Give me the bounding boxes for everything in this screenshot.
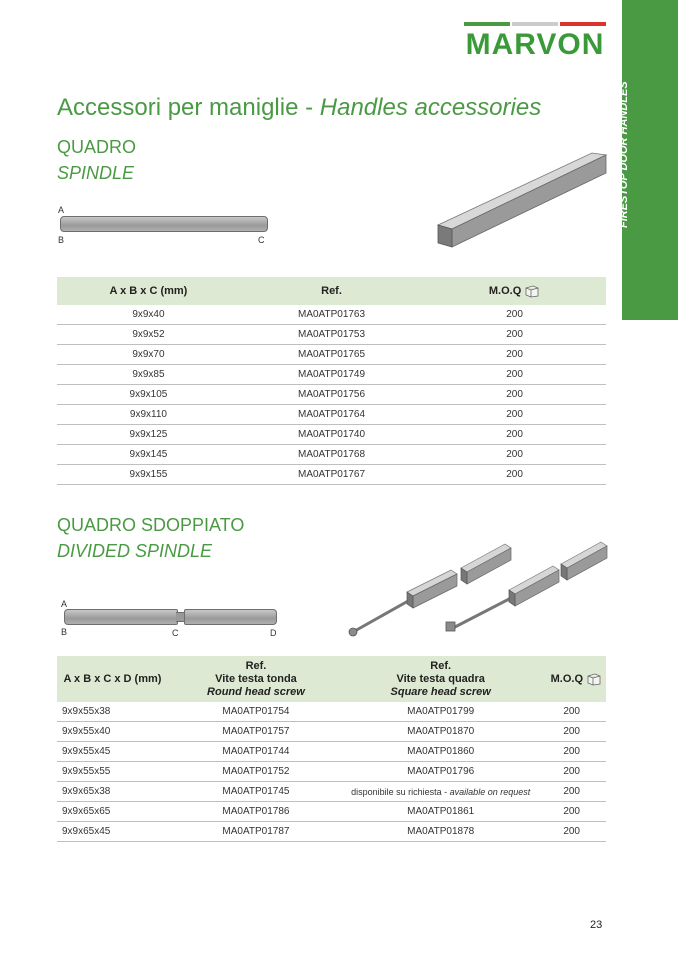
page-number: 23 <box>590 919 603 931</box>
box-icon <box>524 284 540 298</box>
col-moq <box>537 656 606 702</box>
cell-moq: 200 <box>537 722 606 742</box>
cell-dims: 9x9x55x45 <box>57 742 168 762</box>
col-moq <box>423 277 606 305</box>
col-moq-label: M.O.Q <box>550 672 583 685</box>
spindle-label-b: B <box>58 235 65 245</box>
table-row <box>57 305 606 325</box>
cell-moq: 200 <box>423 325 606 345</box>
divided-spindle-joint <box>176 612 184 622</box>
cell-ref: MA0ATP01768 <box>240 445 423 465</box>
table-row <box>57 822 606 842</box>
section1-title-it: QUADRO <box>57 137 137 157</box>
table-row <box>57 782 606 802</box>
table-row <box>57 722 606 742</box>
table-row <box>57 405 606 425</box>
cell-ref-square <box>344 782 537 802</box>
side-tab <box>603 0 678 320</box>
cell-ref-round: MA0ATP01752 <box>168 762 344 782</box>
page-title-it: Accessori per maniglie - <box>57 94 320 121</box>
section2-title-en: DIVIDED SPINDLE <box>57 541 213 561</box>
col-ref-square <box>344 656 537 702</box>
cell-moq: 200 <box>537 822 606 842</box>
cell-ref: MA0ATP01767 <box>240 465 423 485</box>
cell-dims: 9x9x145 <box>57 445 240 465</box>
cell-ref-square: MA0ATP01870 <box>344 722 537 742</box>
cell-dims: 9x9x85 <box>57 365 240 385</box>
table-row <box>57 325 606 345</box>
cell-dims: 9x9x110 <box>57 405 240 425</box>
cell-dims: 9x9x70 <box>57 345 240 365</box>
cell-moq: 200 <box>537 802 606 822</box>
brand-logo <box>462 22 608 62</box>
table-row <box>57 762 606 782</box>
cell-ref-square: MA0ATP01796 <box>344 762 537 782</box>
table-row <box>57 385 606 405</box>
cell-moq: 200 <box>537 762 606 782</box>
cell-ref-round: MA0ATP01757 <box>168 722 344 742</box>
cell-dims: 9x9x155 <box>57 465 240 485</box>
cell-dims: 9x9x105 <box>57 385 240 405</box>
col-dims: A x B x C x D (mm) <box>57 656 168 702</box>
cell-moq: 200 <box>423 425 606 445</box>
table-row <box>57 425 606 445</box>
cell-ref-round: MA0ATP01787 <box>168 822 344 842</box>
cell-dims: 9x9x52 <box>57 325 240 345</box>
spindle-diagram <box>60 216 268 232</box>
cell-dims: 9x9x55x55 <box>57 762 168 782</box>
table-row <box>57 345 606 365</box>
col-dims: A x B x C (mm) <box>57 277 240 305</box>
cell-moq: 200 <box>423 345 606 365</box>
box-icon <box>586 672 602 686</box>
col-ref-round-3: Round head screw <box>207 685 305 698</box>
cell-moq: 200 <box>537 742 606 762</box>
divided-spindle-image <box>345 530 615 645</box>
table-row <box>57 702 606 722</box>
cell-ref-square: MA0ATP01860 <box>344 742 537 762</box>
table-row <box>57 802 606 822</box>
available-on-request-it: disponibile su richiesta - <box>351 786 450 797</box>
cell-ref-round: MA0ATP01745 <box>168 782 344 802</box>
spindle-label-c: C <box>258 235 265 245</box>
col-ref: Ref. <box>240 277 423 305</box>
cell-ref: MA0ATP01764 <box>240 405 423 425</box>
table-header-row <box>57 656 606 702</box>
cell-ref-square: MA0ATP01878 <box>344 822 537 842</box>
table-header-row <box>57 277 606 305</box>
divided-spindle-table <box>57 656 606 842</box>
col-ref-round-1: Ref. <box>245 659 267 672</box>
col-ref-square-2: Vite testa quadra <box>396 672 485 685</box>
col-ref-square-1: Ref. <box>430 659 452 672</box>
table-row <box>57 445 606 465</box>
divided-label-c: C <box>172 628 179 638</box>
divided-spindle-part2 <box>184 609 277 625</box>
spindle-image <box>430 145 610 250</box>
logo-stripe-green <box>464 22 510 26</box>
cell-dims: 9x9x40 <box>57 305 240 325</box>
available-on-request-en: available on request <box>449 786 531 797</box>
cell-moq: 200 <box>423 305 606 325</box>
cell-dims: 9x9x55x38 <box>57 702 168 722</box>
page-title <box>57 94 541 122</box>
cell-ref: MA0ATP01756 <box>240 385 423 405</box>
cell-dims: 9x9x65x65 <box>57 802 168 822</box>
cell-dims: 9x9x65x45 <box>57 822 168 842</box>
cell-ref: MA0ATP01765 <box>240 345 423 365</box>
cell-dims: 9x9x65x38 <box>57 782 168 802</box>
side-tab-line1: MANIGLIE TAGLIAFUOCO <box>603 91 615 228</box>
section1-title-en: SPINDLE <box>57 163 135 183</box>
col-ref-round-2: Vite testa tonda <box>215 672 297 685</box>
cell-ref-square: MA0ATP01861 <box>344 802 537 822</box>
logo-text: MARVON <box>465 28 605 61</box>
cell-moq: 200 <box>423 365 606 385</box>
spindle-label-a: A <box>58 205 65 215</box>
cell-ref-round: MA0ATP01744 <box>168 742 344 762</box>
side-tab-line2: FIRESTOP DOOR HANDLES <box>618 81 630 228</box>
divided-spindle-part1 <box>64 609 178 625</box>
col-ref-round <box>168 656 344 702</box>
divided-label-d: D <box>270 628 277 638</box>
cell-moq: 200 <box>423 465 606 485</box>
cell-ref: MA0ATP01753 <box>240 325 423 345</box>
section2-title-it: QUADRO SDOPPIATO <box>57 515 245 535</box>
cell-dims: 9x9x125 <box>57 425 240 445</box>
cell-ref-round: MA0ATP01754 <box>168 702 344 722</box>
logo-stripe-white <box>512 22 558 26</box>
col-ref-square-3: Square head screw <box>390 685 491 698</box>
table-row <box>57 465 606 485</box>
cell-ref-square: MA0ATP01799 <box>344 702 537 722</box>
cell-ref-round: MA0ATP01786 <box>168 802 344 822</box>
col-moq-label: M.O.Q <box>488 284 522 297</box>
cell-moq: 200 <box>537 702 606 722</box>
page-title-en: Handles accessories <box>319 94 542 121</box>
cell-ref: MA0ATP01763 <box>240 305 423 325</box>
cell-ref: MA0ATP01740 <box>240 425 423 445</box>
table-row <box>57 742 606 762</box>
divided-label-a: A <box>61 599 68 609</box>
cell-moq: 200 <box>537 782 606 802</box>
divided-label-b: B <box>61 627 68 637</box>
cell-dims: 9x9x55x40 <box>57 722 168 742</box>
logo-stripe-red <box>560 22 606 26</box>
cell-moq: 200 <box>423 445 606 465</box>
cell-moq: 200 <box>423 405 606 425</box>
spindle-table <box>57 277 606 485</box>
table-row <box>57 365 606 385</box>
cell-moq: 200 <box>423 385 606 405</box>
cell-ref: MA0ATP01749 <box>240 365 423 385</box>
